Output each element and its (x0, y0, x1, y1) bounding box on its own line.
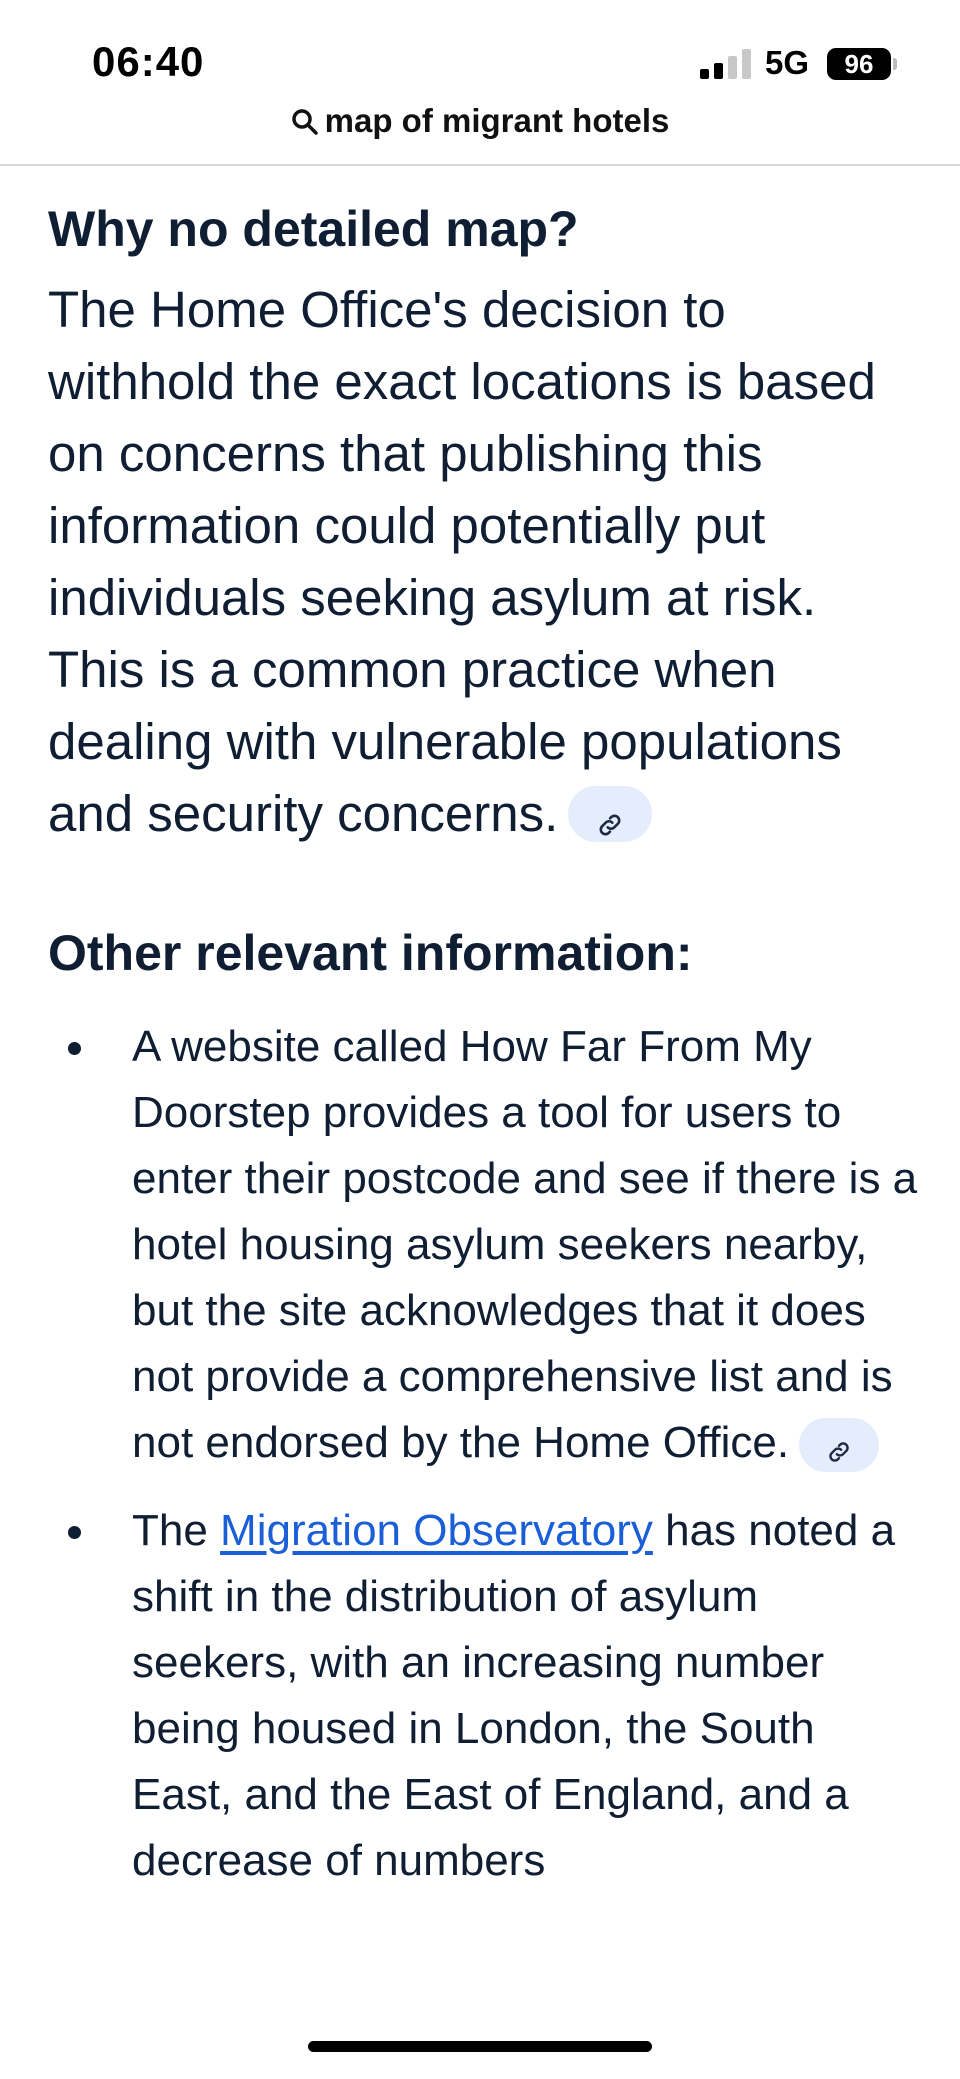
answer-content (48, 196, 918, 1916)
citation-button[interactable] (799, 1418, 879, 1472)
battery-cap (893, 58, 897, 70)
search-icon (291, 108, 319, 136)
migration-observatory-link[interactable]: Migration Observatory (220, 1506, 653, 1555)
list-item-text: A website called How Far From My Doorstep provides a tool for users to enter their postcode and see if there is a hotel housing asylum seekers nearby, but the site acknowledges that it does not provide a comprehensive list and is not endorsed by the Home Office. (132, 1022, 918, 1467)
search-bar[interactable] (0, 100, 960, 166)
cellular-signal-icon (700, 49, 752, 79)
info-list (48, 1014, 918, 1894)
bullet (68, 1526, 81, 1539)
section-paragraph (48, 274, 918, 850)
citation-button[interactable] (568, 786, 652, 842)
list-item (48, 1014, 918, 1476)
status-time: 06:40 (92, 38, 205, 85)
list-item-prefix: The (132, 1506, 221, 1555)
network-type: 5G (765, 44, 810, 81)
home-indicator[interactable] (308, 2041, 652, 2052)
status-bar (0, 0, 960, 100)
link-icon (826, 1439, 852, 1465)
bullet (68, 1042, 81, 1055)
list-item-suffix: has noted a shift in the distribution of asylum seekers, with an increasing number being housed in London, the South East, and the East of England, and a decrease of numbers (132, 1506, 896, 1885)
section-heading-other: Other relevant information: (48, 925, 693, 981)
battery-icon: 96 (827, 48, 891, 80)
paragraph-text: The Home Office's decision to withhold the exact locations is based on concerns that publishing this information could potentially put individuals seeking asylum at risk. This is a common practice when dealing with vulnerable populations and security concerns. (48, 281, 876, 842)
search-query: map of migrant hotels (324, 102, 670, 139)
link-icon (596, 811, 624, 839)
list-item (48, 1498, 918, 1894)
section-heading-map: Why no detailed map? (48, 201, 579, 257)
search-query-wrap[interactable] (0, 102, 960, 140)
